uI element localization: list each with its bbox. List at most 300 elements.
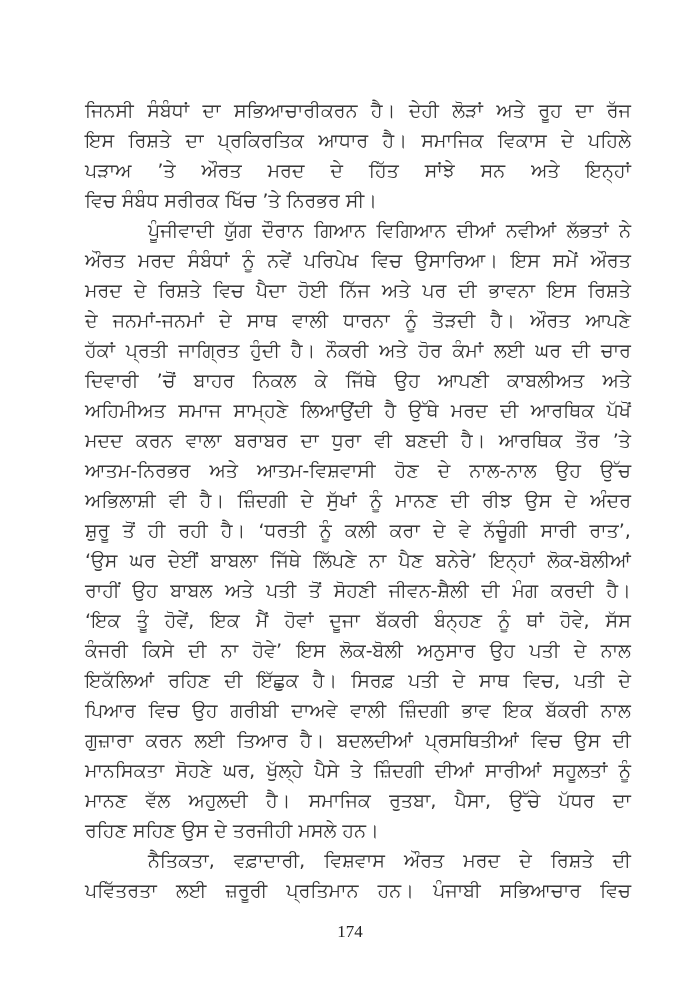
text-line: [85, 276, 631, 306]
word: ਇਸ: [547, 280, 577, 302]
word: ਸੱਸ: [605, 610, 631, 632]
text-line: [85, 96, 631, 126]
word: ਨੂੰ: [618, 760, 631, 782]
word: ਦਾ: [300, 430, 319, 452]
word: ਸਮੇਂ: [552, 250, 578, 272]
word: ਹੈ।: [199, 490, 225, 512]
text-line: [85, 876, 631, 906]
word: ਸੰਬੰਧਾਂ: [147, 100, 190, 122]
word: ਪੂੰਜੀਵਾਦੀ: [148, 220, 215, 242]
word: ਅਤੇ: [381, 280, 411, 302]
word: ਦੇਹੀ: [408, 100, 439, 122]
text-line: [85, 546, 631, 576]
word: ਨੇ: [619, 220, 631, 242]
word: ਦੀ: [571, 340, 591, 362]
word: ਬਾਬਲਾ: [210, 550, 258, 572]
word: ਸਾਥ: [246, 310, 277, 332]
word: ਉੱਥੇ: [408, 400, 439, 422]
word: ਲਿੱਪਣੇ: [313, 550, 357, 572]
word: ਜਾਗ੍ਰਿਤ: [178, 340, 240, 362]
word: ਅਨੁਸਾਰ: [417, 640, 476, 662]
word: ਦੀ: [224, 670, 243, 692]
text-line: [85, 636, 631, 666]
word: ਪਤੀ: [574, 670, 605, 692]
word: ਲਈ: [194, 730, 225, 752]
word: ਨਵੀਆਂ: [506, 220, 557, 242]
word: ਨਾਲ: [600, 640, 631, 662]
word: ਲਿਆਉਂਦੀ: [300, 400, 373, 422]
word: ਨਿੱਜ: [339, 280, 370, 302]
word: ਦੇ: [573, 640, 587, 662]
word: ਦਿਵਾਰੀ: [85, 370, 139, 392]
word: ਹੈ।: [312, 670, 338, 692]
word: ਧਾਰਨਾ: [343, 310, 390, 332]
word: ‘ਧਰਤੀ: [258, 520, 307, 542]
word: ’ਚੋਂ: [156, 370, 176, 392]
word: ਇਸ: [85, 130, 115, 152]
word: ਨਵੇਂ: [267, 250, 292, 272]
word: ਬਾਹਰ: [193, 370, 235, 392]
word: ਪਰ: [422, 280, 447, 302]
page-number: 174: [337, 922, 363, 941]
word: ਨੌਕਰੀ: [326, 340, 369, 362]
word: ਵਿਚ: [530, 730, 562, 752]
word: ਵਿਚ: [148, 700, 180, 722]
word: ਅਹਿਮੀਅਤ: [85, 400, 166, 422]
word: ਦੇ: [519, 850, 532, 872]
text-line: [85, 696, 631, 726]
word: ਹੋਣ: [394, 460, 419, 482]
word: ਬੱਕਰੀ: [545, 700, 588, 722]
word: ਮੰਗ: [512, 580, 539, 602]
word: ਨਾ: [220, 640, 239, 662]
word: ਦੇ: [219, 310, 232, 332]
word: ਪਿਆਰ: [85, 700, 136, 722]
word: ਵਾਲੀ: [292, 310, 329, 332]
word: ਜ਼ਿੰਦਗੀ: [373, 760, 424, 782]
word: ਦੀ: [612, 850, 631, 872]
word: ਰਿਸ਼ਤੇ: [550, 850, 594, 872]
word: ਪੰਜਾਬੀ: [433, 880, 481, 902]
word: ਸਭਿਆਚਾਰੀਕਰਨ: [234, 100, 358, 122]
word: ਤੋਂ: [122, 520, 135, 542]
word: ਹੈ।: [606, 580, 631, 602]
word: ਅਤੇ: [224, 580, 254, 602]
word: ਪਤੀ: [266, 580, 297, 602]
word: ਇਸ: [296, 640, 326, 662]
text-line: [85, 666, 631, 696]
word: ਸਮਾਜਿਕ: [421, 130, 484, 152]
word: ਵੱਲ: [145, 790, 171, 812]
word: ਹੈ।: [460, 430, 486, 452]
word: ਕਰਨ: [135, 430, 173, 452]
paragraph: [85, 846, 631, 906]
word: ਅਤੇ: [531, 160, 560, 182]
word: ਉਸ: [524, 490, 552, 512]
word: ਮਦਦ: [85, 430, 123, 452]
text-line: [85, 156, 631, 186]
word: ਮਾਨਣ: [85, 790, 128, 812]
word: ਜ਼ਰੂਰੀ: [225, 880, 268, 902]
word: ਮਰਦ: [463, 850, 501, 872]
word: ਕਿਸੇ: [142, 640, 174, 662]
word: ਗਿਆਨ: [314, 220, 366, 242]
word: ਆਰਥਿਕ: [530, 400, 595, 422]
word: ਅਭਿਲਾਸ਼ੀ: [85, 490, 156, 512]
word: ਤੌਰ: [575, 430, 600, 452]
word: ਹੈ।: [290, 340, 316, 362]
word: ਕੇ: [314, 370, 328, 392]
word: ਹੋਵਾਂ: [284, 610, 314, 632]
word: ਸਾਂਝੇ: [424, 160, 455, 182]
text-line: [85, 216, 631, 246]
word: ਕੰਮਾਂ: [452, 340, 484, 362]
text-line: [85, 576, 631, 606]
word: ਦੀ: [458, 280, 477, 302]
word: ਪਤੀ: [529, 640, 560, 662]
word: ਜਿੱਥੇ: [345, 370, 377, 392]
word: ਰੂਹ: [538, 100, 562, 122]
word: ਹਿੱਤ: [368, 160, 399, 182]
word: ਸਮਾਜਿਕ: [308, 790, 371, 812]
word: ਰੀਝ: [482, 490, 512, 512]
word: ਮਰਦ: [450, 400, 488, 422]
word: ਗੁਜ਼ਾਰਾ: [85, 730, 134, 752]
word: ਦੀ: [450, 490, 470, 512]
word: ਦੀ: [188, 640, 207, 662]
word: ਬੱਕਰੀ: [375, 610, 419, 632]
word: ਪ੍ਰਕਿਰਤਿਕ: [217, 130, 305, 152]
word: ਬਾਬਲ: [170, 580, 213, 602]
word: ਯੁੱਗ: [224, 220, 252, 242]
text-line: [85, 726, 631, 756]
word: ਇੱਛੁਕ: [256, 670, 299, 692]
text-line: [85, 426, 631, 456]
text-line: [85, 486, 631, 516]
word: ’ਤੇ: [157, 160, 176, 182]
word: ਦੇ: [437, 460, 451, 482]
word: ਵਿਕਾਸ: [497, 130, 547, 152]
text-line: [85, 756, 631, 786]
word: ਚਾਰ: [600, 340, 631, 362]
word: ਹੈ।: [490, 310, 515, 332]
word: ਜਿਨਸੀ: [85, 100, 134, 122]
word: ਹੁੰਦੀ: [250, 340, 281, 362]
word: ਜਨਮਾਂ-ਜਨਮਾਂ: [112, 310, 204, 332]
text-line: [85, 456, 631, 486]
word: ਪੜਾਅ: [85, 160, 132, 182]
word: ਕਰਾ: [389, 520, 420, 542]
word: ਜ਼ਿੰਦਗੀ: [398, 700, 449, 722]
word: ਕਰਨ: [145, 730, 183, 752]
word: ਅਤੇ: [496, 100, 525, 122]
word: ਮਰਦ: [267, 160, 305, 182]
word: ਹੈ।: [299, 730, 325, 752]
word: ਹੈ।: [370, 100, 396, 122]
word: ਹੈ।: [382, 130, 408, 152]
word: ਉਸ: [573, 730, 601, 752]
word: ਉਹ: [555, 460, 582, 482]
word: ਦੇ: [85, 310, 98, 332]
text-line: [85, 516, 631, 546]
word: ਦੇ: [452, 670, 466, 692]
word: ਹੈ।: [265, 790, 291, 812]
word: ਵਿਚ: [371, 250, 403, 272]
word: ਨੱਚੂੰਗੀ: [483, 520, 528, 542]
word: ਦੇਈਂ: [167, 550, 199, 572]
word: ਦੌਰਾਨ: [261, 220, 304, 242]
word: ਨਿਕਲ: [252, 370, 297, 392]
word: ਰੁਤਬਾ,: [389, 790, 437, 812]
word: ਵਫ਼ਾਦਾਰੀ,: [233, 850, 306, 872]
word: ਦੇ: [300, 490, 314, 512]
word: ਅਤੇ: [379, 340, 408, 362]
word: ‘ਉਸ: [85, 550, 118, 572]
word: ਸਾਥ: [479, 670, 510, 692]
word: ਕਲੀ: [344, 520, 377, 542]
word: ਉਹ: [132, 580, 158, 602]
text-line: [85, 336, 631, 366]
word: ਦੇ: [133, 280, 147, 302]
word: ਪਤੀ: [408, 670, 439, 692]
word: ਹੋਵੇ’: [252, 640, 283, 662]
word: ਸੰਬੰਧਾਂ: [187, 250, 230, 272]
word: ਜ਼ਿੰਦਗੀ: [237, 490, 288, 512]
word: ਕੰਜਰੀ: [85, 640, 128, 662]
word: ਵਿਗਿਆਨ: [376, 220, 447, 242]
word: ਬੰਨ੍ਹਣ: [434, 610, 483, 632]
word: ਕਰਦੀ: [550, 580, 594, 602]
word: ਦੀ: [612, 730, 631, 752]
word: ਨੂੰ: [404, 310, 418, 332]
word: ਬਣਦੀ: [405, 430, 448, 452]
word: ਰਿਸ਼ਤੇ: [588, 280, 631, 302]
text-line: [85, 366, 631, 396]
word: ਲੱਭਤਾਂ: [566, 220, 609, 242]
word: ਇਸ: [510, 250, 540, 272]
word: ਤੂੰ: [136, 610, 149, 632]
word: ਜੀਵਨ-ਸ਼ੈਲੀ: [388, 580, 469, 602]
word: ਪਹਿਲੇ: [588, 130, 631, 152]
word: ਦੇ: [564, 490, 578, 512]
word: ਔਰਤ: [85, 250, 126, 272]
word: ਲਈ: [175, 880, 207, 902]
word: ਵੀ: [374, 430, 392, 452]
word: ਆਧਾਰ: [318, 130, 369, 152]
word: ਆਪਣੇ: [585, 310, 631, 332]
word: ਸਭਿਆਚਾਰ: [499, 880, 581, 902]
text-line: [85, 306, 631, 336]
word: ਲੋੜਾਂ: [452, 100, 483, 122]
word: ਤੋਂ: [308, 580, 322, 602]
word: ਦੇ: [618, 670, 631, 692]
word: ਪ੍ਰਤੀ: [125, 340, 168, 362]
word: ਹੈ।: [220, 520, 246, 542]
word: ਵਿਚ: [600, 880, 631, 902]
word: ਮਾਨਣ: [395, 490, 438, 512]
word: ਤਿਆਰ: [237, 730, 288, 752]
word: ਸਾਮ੍ਹਣੇ: [233, 400, 289, 422]
word: ਸੁੱਖਾਂ: [326, 490, 357, 512]
word: ਤੋੜਦੀ: [432, 310, 476, 332]
word: ਗਰੀਬੀ: [230, 700, 279, 722]
word: ਹੈ: [384, 400, 397, 422]
word: ਭਾਵ: [461, 700, 491, 722]
word: ਦੂਜਾ: [329, 610, 360, 632]
word: ਪਰਿਪੇਖ: [303, 250, 359, 272]
word: ਪ੍ਰਸਥਿਤੀਆਂ: [425, 730, 519, 752]
word: ਦਾ: [185, 130, 204, 152]
word: ਸਨ: [480, 160, 506, 182]
word: ਨਾਲ: [600, 700, 631, 722]
text-line: [85, 846, 631, 876]
word: ਹੋਈ: [298, 280, 328, 302]
word: ਹੋਰ: [418, 340, 442, 362]
word: ਪੱਖੋਂ: [606, 400, 631, 422]
word: ਤੇ: [350, 760, 363, 782]
word: ਦੀ: [481, 580, 500, 602]
word: ਰਾਹੀਂ: [85, 580, 120, 602]
word: ਦੇ: [432, 520, 446, 542]
word: ਭਾਵਨਾ: [488, 280, 536, 302]
word: ਨੂੰ: [319, 520, 332, 542]
word: ਦੇ: [330, 160, 343, 182]
word: ਔਰਤ: [403, 850, 445, 872]
word: ਘਰ: [129, 550, 156, 572]
word: ਮਰਦ: [138, 250, 175, 272]
word: ਆਤਮ-ਵਿਸ਼ਵਾਸੀ: [257, 460, 376, 482]
word: ਦਾ: [575, 100, 594, 122]
word: ਔਰਤ: [590, 250, 631, 272]
word: ਬਰਾਬਰ: [234, 430, 288, 452]
word: ਸੋਹਣੇ: [175, 760, 213, 782]
word: ਨੈਤਿਕਤਾ,: [148, 850, 215, 872]
word: ਨੂੰ: [498, 610, 511, 632]
word: ਘਰ,: [223, 760, 256, 782]
word: ਘਰ: [535, 340, 562, 362]
word: ਧੁਰਾ: [331, 430, 362, 452]
word: ਖੁੱਲ੍ਹੇ: [266, 760, 303, 782]
word: ਬਦਲਦੀਆਂ: [336, 730, 413, 752]
word: ਮਾਨਸਿਕਤਾ: [85, 760, 165, 782]
word: ਉਹ: [394, 370, 420, 392]
word: ਦਾਅਵੇ: [291, 700, 338, 722]
word: ਸੋਹਣੀ: [333, 580, 377, 602]
body-text: [85, 96, 631, 906]
word: ਸਹੂਲਤਾਂ: [552, 760, 608, 782]
word: ਪ੍ਰਤਿਮਾਨ: [286, 880, 359, 902]
word: ਰਿਸ਼ਤੇ: [158, 280, 202, 302]
text-line: [85, 396, 631, 426]
text-line: [85, 606, 631, 636]
word: ਹਨ।: [377, 880, 414, 902]
paragraph: [85, 96, 631, 216]
word: ਵਾਲਾ: [185, 430, 222, 452]
word: ਸਮਾਜ: [178, 400, 222, 422]
word: ਪੈਣ: [398, 550, 424, 572]
word: ਇਕੱਲਿਆਂ: [85, 670, 155, 692]
word: ਵਿਸ਼ਵਾਸ: [324, 850, 385, 872]
word: ਮੈਂ: [255, 610, 269, 632]
text-line: [85, 786, 631, 816]
word: ਸਾਰੀ: [540, 520, 577, 542]
word: ਹੀ: [147, 520, 166, 542]
word: ਦੀ: [500, 400, 519, 422]
word: ਰਾਤ’,: [589, 520, 631, 542]
word: ਲੋਕ-ਬੋਲੀ: [339, 640, 403, 662]
word: ’ਤੇ: [612, 430, 631, 452]
word: ਔਰਤ: [201, 160, 242, 182]
word: ਪਵਿੱਤਰਤਾ: [85, 880, 157, 902]
word: ਕਾਬਲੀਅਤ: [507, 370, 585, 392]
text-line: ਵਿਚ ਸੰਬੰਧ ਸਰੀਰਕ ਖਿੱਚ ’ਤੇ ਨਿਰਭਰ ਸੀ।: [85, 190, 377, 212]
word: ਸਿਰਫ਼: [351, 670, 395, 692]
word: ਰਹੀ: [178, 520, 208, 542]
text-line: ਰਹਿਣ ਸਹਿਣ ਉਸ ਦੇ ਤਰਜੀਹੀ ਮਸਲੇ ਹਨ।: [85, 820, 379, 842]
word: ਮਰਦ: [85, 280, 122, 302]
word: ਹੋਵੇਂ,: [164, 610, 195, 632]
word: ਇਨ੍ਹਾਂ: [585, 160, 631, 182]
paragraph: [85, 216, 631, 846]
word: ਵੀ: [168, 490, 187, 512]
word: ਪੱਧਰ: [558, 790, 595, 812]
word: ਵੇ: [458, 520, 471, 542]
word: ਪੈਦਾ: [255, 280, 287, 302]
word: ਵਿਚ: [213, 280, 244, 302]
word: ਨੂੰ: [242, 250, 255, 272]
word: ਦੀਆਂ: [434, 760, 474, 782]
word: ਬਨੇਰੇ’: [435, 550, 478, 572]
word: ਉੱਚੇ: [509, 790, 541, 812]
word: ਪੈਸਾ,: [454, 790, 492, 812]
word: ਰਿਸ਼ਤੇ: [128, 130, 172, 152]
word: ਔਰਤ: [530, 310, 571, 332]
word: ਇਕ: [503, 700, 533, 722]
word: ਲੋਕ-ਬੋਲੀਆਂ: [547, 550, 631, 572]
word: ਉਹ: [192, 700, 218, 722]
word: ਲਈ: [494, 340, 525, 362]
word: ਹੱਕਾਂ: [85, 340, 116, 362]
word: ਆਪਣੀ: [437, 370, 489, 392]
word: ਆਰਥਿਕ: [498, 430, 563, 452]
word: ਨੂੰ: [369, 490, 383, 512]
word: ਨਾਲ-ਨਾਲ: [469, 460, 537, 482]
word: ਦਾ: [612, 790, 631, 812]
word: ਅਹੁਲਦੀ: [188, 790, 248, 812]
word: ਰਹਿਣ: [168, 670, 211, 692]
word: ਰੱਜ: [606, 100, 631, 122]
word: ਉਸਾਰਿਆ।: [414, 250, 498, 272]
word: ਸਾਰੀਆਂ: [485, 760, 542, 782]
word: ‘ਇਕ: [85, 610, 121, 632]
word: ਵਿਚ,: [523, 670, 561, 692]
word: ਅੰਦਰ: [590, 490, 631, 512]
text-line: [85, 246, 631, 276]
word: ਵਾਲੀ: [350, 700, 387, 722]
word: ਹੋਵੇ,: [559, 610, 590, 632]
word: ਦੀਆਂ: [456, 220, 496, 242]
word: ਉੱਚ: [600, 460, 631, 482]
word: ਥਾਂ: [526, 610, 544, 632]
word: ਇਕ: [210, 610, 240, 632]
word: ਇਨ੍ਹਾਂ: [489, 550, 535, 572]
word: ਉਹ: [489, 640, 516, 662]
word: ਆਤਮ-ਨਿਰਭਰ: [85, 460, 191, 482]
word: ਅਤੇ: [602, 370, 631, 392]
word: ਨਾ: [368, 550, 387, 572]
word: ਸ਼ੁਰੂ: [85, 520, 110, 542]
word: ਦੇ: [561, 130, 574, 152]
